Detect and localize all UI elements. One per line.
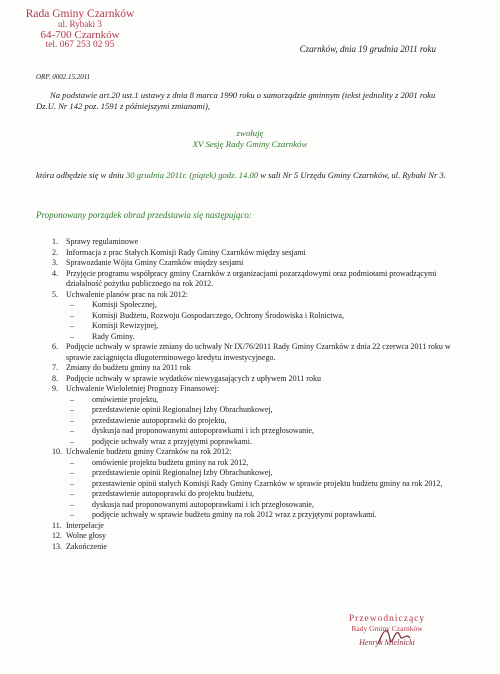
dash-bullet-icon: – <box>70 457 74 467</box>
agenda-item-text: Wolne głosy <box>66 531 107 540</box>
agenda-item-text: Przyjęcie programu współpracy gminy Czarnków z organizacjami pozarządowymi oraz podmiotami prowadzącymi działalność pożytku publicznego na rok 2012. <box>66 268 437 288</box>
agenda-subitem-text: Komisji Społecznej, <box>92 300 157 309</box>
agenda-subitem <box>66 405 462 416</box>
stamp-line-4: tel. 067 253 02 95 <box>45 40 115 51</box>
handwritten-signature-icon <box>374 622 414 652</box>
agenda-list <box>52 237 462 552</box>
agenda-subitem-text: przedstawienie opinii Regionalnej Izby Obrachunkowej, <box>92 405 273 414</box>
dash-bullet-icon: – <box>70 436 74 446</box>
dash-bullet-icon: – <box>70 405 74 414</box>
session-text-after: w sali Nr 5 Urzędu Gminy Czarnków, ul. Rybaki Nr 3. <box>258 170 446 180</box>
agenda-item-number: 7. <box>52 363 58 372</box>
agenda-subitem-text: przedstawienie opinii Regionalnej Izby Obrachunkowej, <box>92 468 273 477</box>
dash-bullet-icon: – <box>70 426 74 435</box>
agenda-item-number: 12. <box>52 531 62 540</box>
signature-name: Henryk Mielnicki <box>359 638 415 647</box>
agenda-item-number: 5. <box>52 289 58 299</box>
agenda-item <box>52 269 462 290</box>
agenda-subitem-text: Rady Gminy. <box>92 331 135 341</box>
agenda-subitem <box>66 437 462 448</box>
agenda-subitem-text: przedstawienie autopoprawki do projektu budżetu, <box>92 489 254 498</box>
agenda-item <box>52 384 462 447</box>
agenda-subitem <box>66 300 462 311</box>
agenda-subitem-text: Komisji Rewizyjnej, <box>92 321 159 330</box>
dash-bullet-icon: – <box>70 300 74 309</box>
agenda-subitem <box>66 510 462 521</box>
agenda-subitem <box>66 311 462 322</box>
agenda-subitem <box>66 416 462 427</box>
agenda-subitem <box>66 468 462 479</box>
agenda-item <box>52 248 462 259</box>
agenda-subitem-text: przestawienie opinii stałych Komisji Rady Gminy Czarnków w sprawie projektu budżetu gminy na rok 2012, <box>92 478 443 488</box>
dash-bullet-icon: – <box>70 510 74 519</box>
agenda-subitem-text: omówienie projektu, <box>92 394 159 404</box>
agenda-item-number: 13. <box>52 541 62 551</box>
stamp-line-1: Rada Gminy Czarnków <box>25 8 135 20</box>
agenda-subitem-text: podjęcie uchwały w sprawie budżetu gminy na rok 2012 wraz z przyjętymi poprawkami. <box>92 510 377 519</box>
agenda-item <box>52 531 462 542</box>
agenda-item-number: 6. <box>52 342 58 351</box>
convenes-word: zwołuję <box>236 128 264 138</box>
agenda-item-text: Uchwalenie Wieloletniej Prognozy Finansowej: <box>66 384 220 393</box>
council-stamp <box>20 8 140 51</box>
agenda-item <box>52 542 462 553</box>
dash-bullet-icon: – <box>70 489 74 498</box>
agenda-sublist <box>66 300 462 342</box>
dash-bullet-icon: – <box>70 394 74 404</box>
agenda-item <box>52 363 462 374</box>
agenda-subitem <box>66 395 462 406</box>
agenda-item <box>52 237 462 248</box>
agenda-title: Proponowany porządek obrad przedstawia się następująco: <box>36 210 252 220</box>
agenda-subitem-text: przedstawienie autopoprawki do projektu, <box>92 415 227 425</box>
agenda-item <box>52 521 462 532</box>
session-text-before: która odbędzie się w dniu <box>36 170 126 180</box>
signature-title: Przewodniczący <box>348 614 426 624</box>
agenda-item-number: 2. <box>52 247 58 257</box>
agenda-item-text: Uchwalenie planów prac na rok 2012: <box>66 289 188 299</box>
agenda-item-text: Sprawozdanie Wójta Gminy Czarnków między sesjami <box>66 258 244 267</box>
session-details <box>36 170 456 181</box>
document-date: Czarnków, dnia 19 grudnia 2011 roku <box>299 44 436 54</box>
signature-org: Rady Gminy Czarnków <box>351 624 423 633</box>
agenda-item-text: Podjęcie uchwały w sprawie wydatków niewygasających z upływem 2011 roku <box>66 373 321 383</box>
agenda-item-text: Uchwalenie budżetu gminy Czarnków na rok 2012: <box>66 447 232 456</box>
agenda-subitem <box>66 489 462 500</box>
agenda-item-text: Sprawy regulaminowe <box>66 237 139 246</box>
dash-bullet-icon: – <box>70 321 74 330</box>
agenda-subitem <box>66 500 462 511</box>
agenda-item-number: 4. <box>52 268 58 278</box>
agenda-item <box>52 342 462 363</box>
agenda-item-number: 9. <box>52 384 58 393</box>
agenda-item-number: 3. <box>52 258 58 267</box>
session-heading: XV Sesję Rady Gminy Czarnków <box>192 139 308 149</box>
agenda-subitem <box>66 458 462 469</box>
agenda-subitem <box>66 479 462 490</box>
agenda-item <box>52 258 462 269</box>
agenda-subitem <box>66 426 462 437</box>
agenda-item-text: Interpelacje <box>66 520 104 530</box>
stamp-line-2: ul. Rybaki 3 <box>58 19 102 30</box>
agenda-item-text: Zakończenie <box>66 541 107 551</box>
signature-block <box>332 614 442 647</box>
agenda-item-number: 10. <box>52 447 62 456</box>
agenda-item <box>52 290 462 343</box>
agenda-sublist <box>66 395 462 448</box>
agenda-item-text: Podjęcie uchwały w sprawie zmiany do uchwały Nr IX/76/2011 Rady Gminy Czarnków z dnia 22 czerwca 2011 roku w sprawie zaciągnięcia długoterminowego kredytu inwestycyjnego. <box>66 342 451 362</box>
agenda-item-text: Zmiany do budżetu gminy na 2011 rok <box>66 363 191 372</box>
agenda-item-number: 8. <box>52 373 58 383</box>
dash-bullet-icon: – <box>70 310 74 320</box>
agenda-item-number: 1. <box>52 237 58 246</box>
agenda-subitem-text: podjęcie uchwały wraz z przyjętymi poprawkami. <box>92 436 252 446</box>
agenda-item <box>52 447 462 521</box>
session-datetime: 30 grudnia 2011r. (piątek) godz. 14.00 <box>126 170 259 180</box>
agenda-item-text: Informacja z prac Stałych Komisji Rady Gminy Czarnków między sesjami <box>66 247 306 257</box>
agenda-item-number: 11. <box>52 520 62 530</box>
stamp-line-3: 64-700 Czarnków <box>40 28 120 41</box>
dash-bullet-icon: – <box>70 415 74 425</box>
reference-number: ORP. 0002.15.2011 <box>36 73 91 81</box>
agenda-subitem-text: Komisji Budżetu, Rozwoju Gospodarczego, Ochrony Środowiska i Rolnictwa, <box>92 310 344 320</box>
agenda-subitem <box>66 321 462 332</box>
dash-bullet-icon: – <box>70 499 74 509</box>
legal-basis: Na podstawie art.20 ust.1 ustawy z dnia 8 marca 1990 roku o samorządzie gminnym (tekst jednolity z 2001 roku Dz.U. Nr 142 poz. 1591 z późniejszymi zmianami), <box>36 90 436 111</box>
agenda-sublist <box>66 458 462 521</box>
agenda-subitem-text: dyskusja nad proponowanymi autopoprawkami i ich przegłosowanie, <box>92 499 314 509</box>
agenda-subitem-text: dyskusja nad proponowanymi autopoprawkami i ich przegłosowanie, <box>92 426 314 435</box>
dash-bullet-icon: – <box>70 468 74 477</box>
agenda-subitem-text: omówienie projektu budżetu gminy na rok 2012, <box>92 457 249 467</box>
dash-bullet-icon: – <box>70 478 74 488</box>
dash-bullet-icon: – <box>70 331 74 341</box>
agenda-item <box>52 374 462 385</box>
agenda-subitem <box>66 332 462 343</box>
